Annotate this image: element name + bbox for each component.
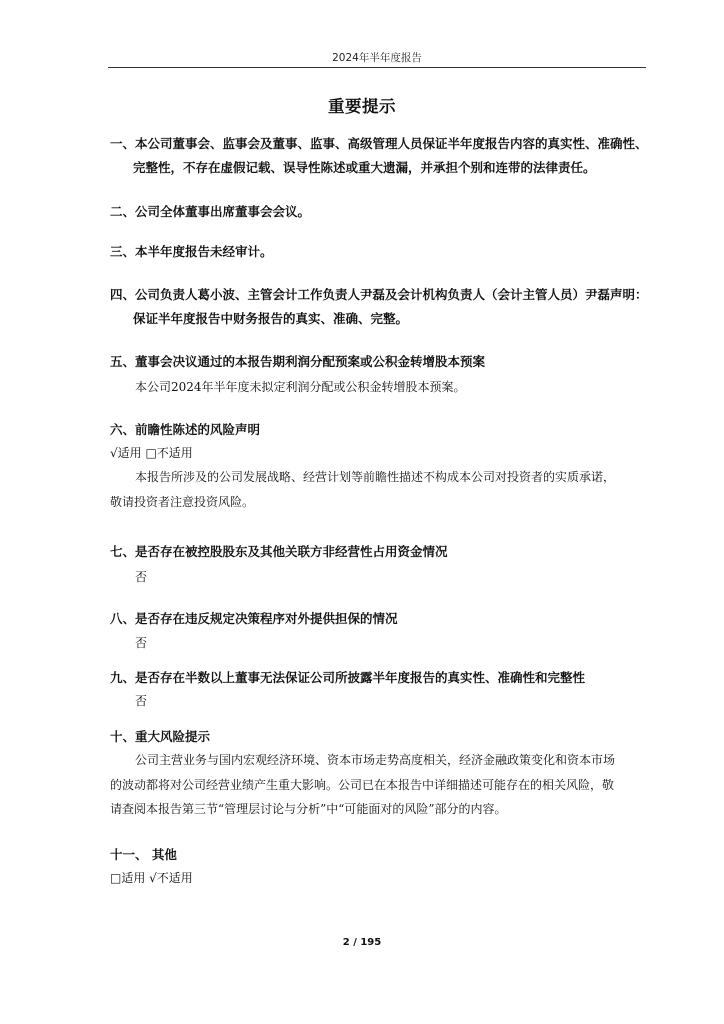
- page-title: 重要提示: [328, 97, 396, 116]
- section-7-answer: 否: [135, 570, 148, 584]
- section-2-heading: 二、公司全体董事出席董事会会议。: [110, 204, 311, 219]
- section-4-heading-line2: 保证半年度报告中财务报告的真实、准确、完整。: [133, 311, 409, 326]
- section-5-heading: 五、董事会决议通过的本报告期利润分配预案或公积金转增股本预案: [110, 354, 486, 369]
- header-divider: [108, 67, 646, 68]
- section-1-heading-line2: 完整性，不存在虚假记载、误导性陈述或重大遗漏，并承担个别和连带的法律责任。: [133, 160, 596, 175]
- section-5-body: 本公司2024年半年度未拟定利润分配或公积金转增股本预案。: [135, 380, 466, 394]
- section-10-body-line3: 请查阅本报告第三节“管理层讨论与分析”中“可能面对的风险”部分的内容。: [110, 802, 507, 816]
- section-9-answer: 否: [135, 694, 148, 708]
- section-10-heading: 十、重大风险提示: [110, 729, 211, 744]
- section-10-body-line1: 公司主营业务与国内宏观经济环境、资本市场走势高度相关，经济金融政策变化和资本市场: [135, 753, 616, 767]
- section-1-heading-line1: 一、本公司董事会、监事会及董事、监事、高级管理人员保证半年度报告内容的真实性、准确性、: [110, 136, 648, 151]
- section-10-body-line2: 的波动都将对公司经营业绩产生重大影响。公司已在本报告中详细描述可能存在的相关风险，敬: [110, 778, 615, 792]
- section-11-applicability: □适用 √不适用: [110, 871, 193, 885]
- section-7-heading: 七、是否存在被控股股东及其他关联方非经营性占用资金情况: [110, 544, 448, 559]
- section-8-answer: 否: [135, 636, 148, 650]
- page-number: 2 / 195: [342, 937, 382, 948]
- section-6-heading: 六、前瞻性陈述的风险声明: [110, 422, 261, 437]
- section-4-heading-line1: 四、公司负责人葛小波、主管会计工作负责人尹磊及会计机构负责人（会计主管人员）尹磊声明：: [110, 287, 648, 302]
- section-3-heading: 三、本半年度报告未经审计。: [110, 244, 273, 259]
- section-6-applicability: √适用 □不适用: [110, 446, 193, 460]
- section-11-heading: 十一、 其他: [110, 847, 177, 862]
- page-header: 2024年半年度报告: [332, 52, 422, 64]
- section-9-heading: 九、是否存在半数以上董事无法保证公司所披露半年度报告的真实性、准确性和完整性: [110, 670, 586, 685]
- section-6-body-line2: 敬请投资者注意投资风险。: [110, 495, 255, 509]
- section-8-heading: 八、是否存在违反规定决策程序对外提供担保的情况: [110, 611, 398, 626]
- section-6-body-line1: 本报告所涉及的公司发展战略、经营计划等前瞻性描述不构成本公司对投资者的实质承诺，: [135, 470, 616, 484]
